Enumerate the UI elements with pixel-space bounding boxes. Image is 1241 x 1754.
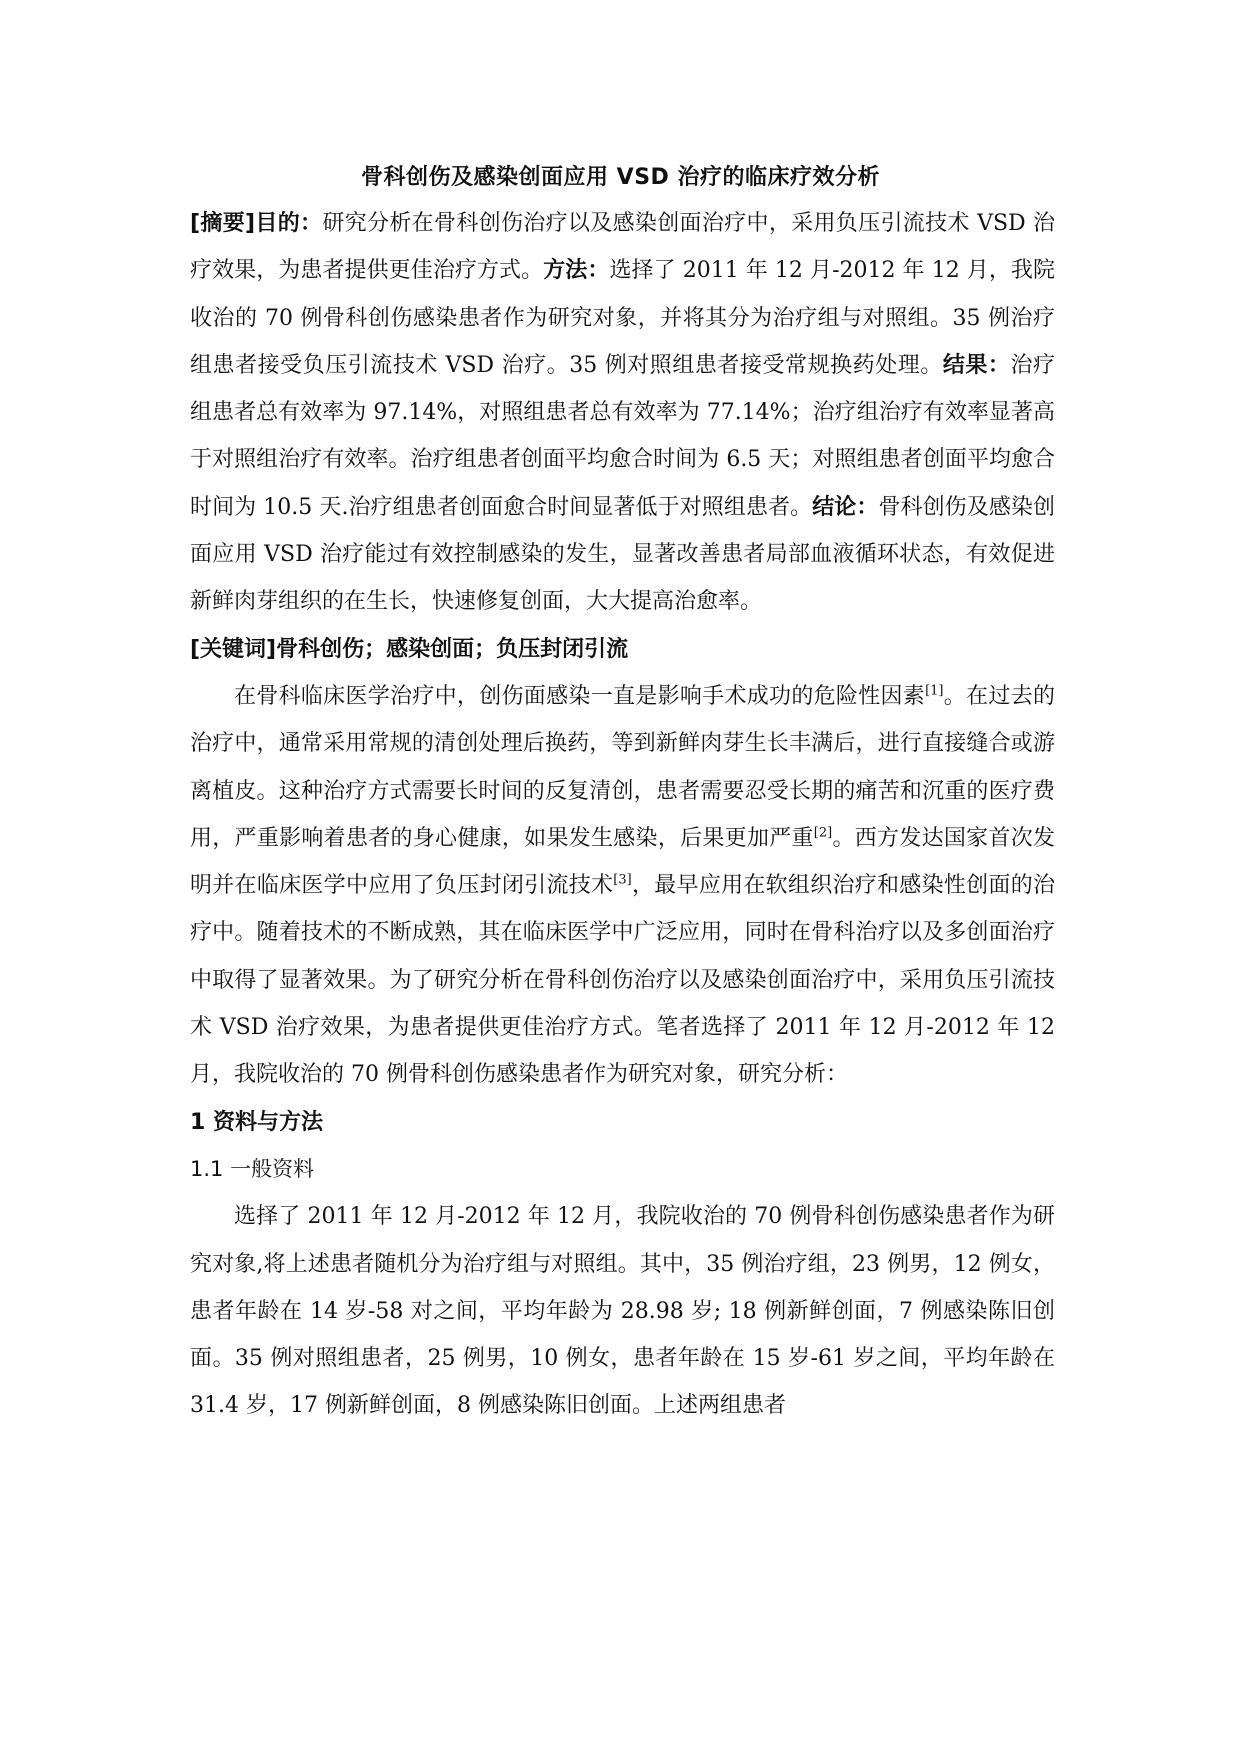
intro-text-3: 。西方发达国家首次发明并在临床医学中应用了负压封闭引流技术	[190, 825, 1055, 899]
reference-3: [3]	[613, 872, 632, 888]
keywords: [关键词]骨科创伤；感染创面；负压封闭引流	[190, 636, 629, 662]
abstract-result: 治疗组患者总有效率为 97.14%，对照组患者总有效率为 77.14%；治疗组治疗有效率显著高于对照组治疗有效率。治疗组患者创面平均愈合时间为 6.5 天；对照组患者创面平均愈合时间为 10.5 天.治疗组患者创面愈合时间显著低于对照组患者。	[190, 352, 1055, 520]
intro-text-2: 。在过去的治疗中，通常采用常规的清创处理后换药，等到新鲜肉芽生长丰满后，进行直接缝合或游离植皮。这种治疗方式需要长时间的反复清创，患者需要忍受长期的痛苦和沉重的医疗费用，严重影响着患者的身心健康，如果发生感染，后果更加严重	[190, 683, 1055, 851]
intro-text-1: 在骨科临床医学治疗中，创伤面感染一直是影响手术成功的危险性因素	[234, 683, 926, 709]
document-body	[190, 200, 1055, 1430]
abstract-conclusion: 骨科创伤及感染创面应用 VSD 治疗能过有效控制感染的发生，显著改善患者局部血液循环状态，有效促进新鲜肉芽组织的在生长，快速修复创面，大大提高治愈率。	[190, 494, 1055, 615]
method-label: 方法：	[543, 258, 610, 284]
abstract-purpose: 研究分析在骨科创伤治疗以及感染创面治疗中，采用负压引流技术 VSD 治疗效果，为患者提供更佳治疗方式。	[190, 211, 1055, 284]
conclusion-label: 结论：	[812, 494, 879, 520]
section-heading: 1 资料与方法	[190, 1109, 323, 1135]
abstract-paragraph	[190, 200, 1055, 626]
paper-title: 骨科创伤及感染创面应用 VSD 治疗的临床疗效分析	[361, 165, 880, 190]
reference-1: [1]	[925, 683, 944, 699]
intro-text-4: ，最早应用在软组织治疗和感染性创面的治疗中。随着技术的不断成熟，其在临床医学中广泛应用，同时在骨科治疗以及多创面治疗中取得了显著效果。为了研究分析在骨科创伤治疗以及感染创面治疗中，采用负压引流技术 VSD 治疗效果，为患者提供更佳治疗方式。笔者选择了 2011 年 12 月-2012 年 12 月，我院收治的 70 例骨科创伤感染患者作为研究对象，研究分析：	[190, 873, 1055, 1088]
intro-paragraph	[190, 673, 1055, 1099]
subsection-heading: 1.1 一般资料	[190, 1156, 315, 1181]
result-label: 结果：	[942, 352, 1011, 378]
abstract-label: [摘要]目的：	[190, 211, 323, 236]
abstract-method: 选择了 2011 年 12 月-2012 年 12 月，我院收治的 70 例骨科创伤感染患者作为研究对象，并将其分为治疗组与对照组。35 例治疗组患者接受负压引流技术 VSD 治疗。35 例对照组患者接受常规换药处理。	[190, 258, 1055, 378]
general-data-paragraph: 选择了 2011 年 12 月-2012 年 12 月，我院收治的 70 例骨科创伤感染患者作为研究对象,将上述患者随机分为治疗组与对照组。其中，35 例治疗组，23 例男，12 例女，患者年龄在 14 岁-58 对之间，平均年龄为 28.98 岁; 18 例新鲜创面，7 例感染陈旧创面。35 例对照组患者，25 例男，10 例女，患者年龄在 15 岁-61 岁之间，平均年龄在 31.4 岁，17 例新鲜创面，8 例感染陈旧创面。上述两组患者	[190, 1204, 1055, 1419]
reference-2: [2]	[813, 825, 833, 841]
